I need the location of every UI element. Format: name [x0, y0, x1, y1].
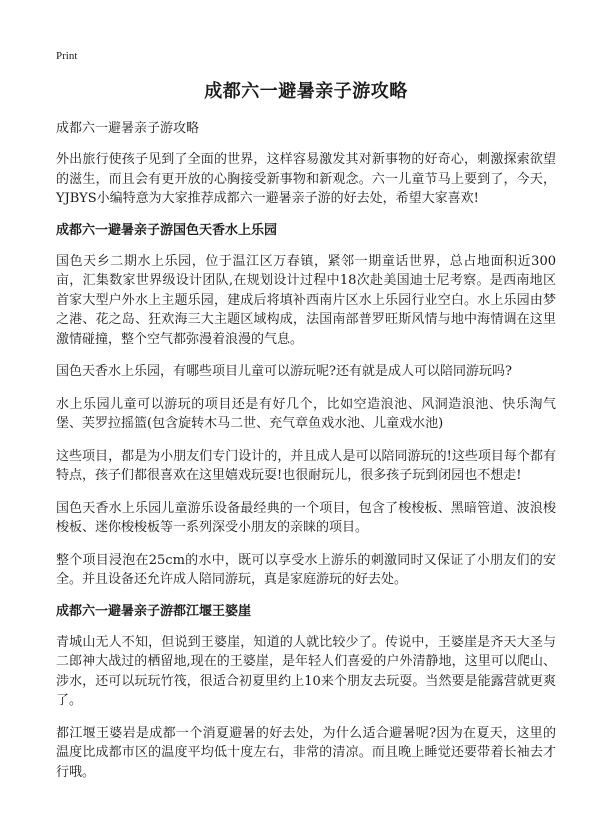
- section-heading-water-park: 成都六一避暑亲子游国色天香水上乐园: [56, 222, 278, 238]
- paragraph: 国色天乡二期水上乐园，位于温江区万春镇，紧邻一期童话世界，总占地面积近300亩，汇集数家世界级设计团队,在规划设计过程中18次赴美国迪士尼考察。是西南地区首家大型户外水上主题乐园，建成后将填补西南片区水上乐园行业空白。水上乐园由梦之港、花之岛、狂欢海三大主题区域构成，法国南部普罗旺斯风情与地中海情调在这里激情碰撞，整个空气都弥漫着浪漫的气息。: [56, 253, 556, 347]
- paragraph: 水上乐园儿童可以游玩的项目还是有好几个，比如空造浪池、风洞造浪池、快乐淘气堡、芙罗拉摇篮(包含旋转木马二世、充气章鱼戏水池、儿童戏水池): [56, 396, 556, 431]
- paragraph: 国色天香水上乐园儿童游乐设备最经典的一个项目，包含了梭梭板、黑暗管道、波浪梭梭板、迷你梭梭板等一系列深受小朋友的亲睐的项目。: [56, 500, 556, 535]
- paragraph: 这些项目，都是为小朋友们专门设计的，并且成人是可以陪同游玩的!这些项目每个都有特点，孩子们都很喜欢在这里嬉戏玩耍!也很耐玩儿，很多孩子玩到闭园也不想走!: [56, 448, 556, 483]
- paragraph: 青城山无人不知，但说到王婆崖，知道的人就比较少了。传说中，王婆崖是齐天大圣与二郎神大战过的栖留地,现在的王婆崖，是年轻人们喜爱的户外清静地，这里可以爬山、涉水，还可以玩玩竹筏，很适合初夏里约上10来个朋友去玩耍。当然要是能露营就更爽了。: [56, 634, 556, 708]
- page-title: 成都六一避暑亲子游攻略: [204, 81, 408, 102]
- paragraph: 国色天香水上乐园，有哪些项目儿童可以游玩呢?还有就是成人可以陪同游玩吗?: [56, 364, 512, 379]
- paragraph: 都江堰王婆岩是成都一个消夏避暑的好去处，为什么适合避暑呢?因为在夏天，这里的温度比成都市区的温度平均低十度左右，非常的清凉。而且晚上睡觉还要带着长袖去才行哦。: [56, 725, 556, 780]
- print-link[interactable]: Print: [56, 50, 78, 62]
- intro-paragraph: 外出旅行使孩子见到了全面的世界，这样容易激发其对新事物的好奇心，刺激探索欲望的滋生，而且会有更开放的心胸接受新事物和新观念。六一儿童节马上要到了，今天，YJBYS小编特意为大家推荐成都六一避暑亲子游的好去处，希望大家喜欢!: [56, 152, 556, 206]
- section-heading-wangpoya: 成都六一避暑亲子游都江堰王婆崖: [56, 603, 252, 619]
- paragraph: 整个项目浸泡在25cm的水中，既可以享受水上游乐的刺激同时又保证了小朋友们的安全。并且设备还允许成人陪同游玩，真是家庭游玩的好去处。: [56, 552, 556, 587]
- document-body: [56, 80, 556, 795]
- document-subtitle: 成都六一避暑亲子游攻略: [56, 121, 200, 136]
